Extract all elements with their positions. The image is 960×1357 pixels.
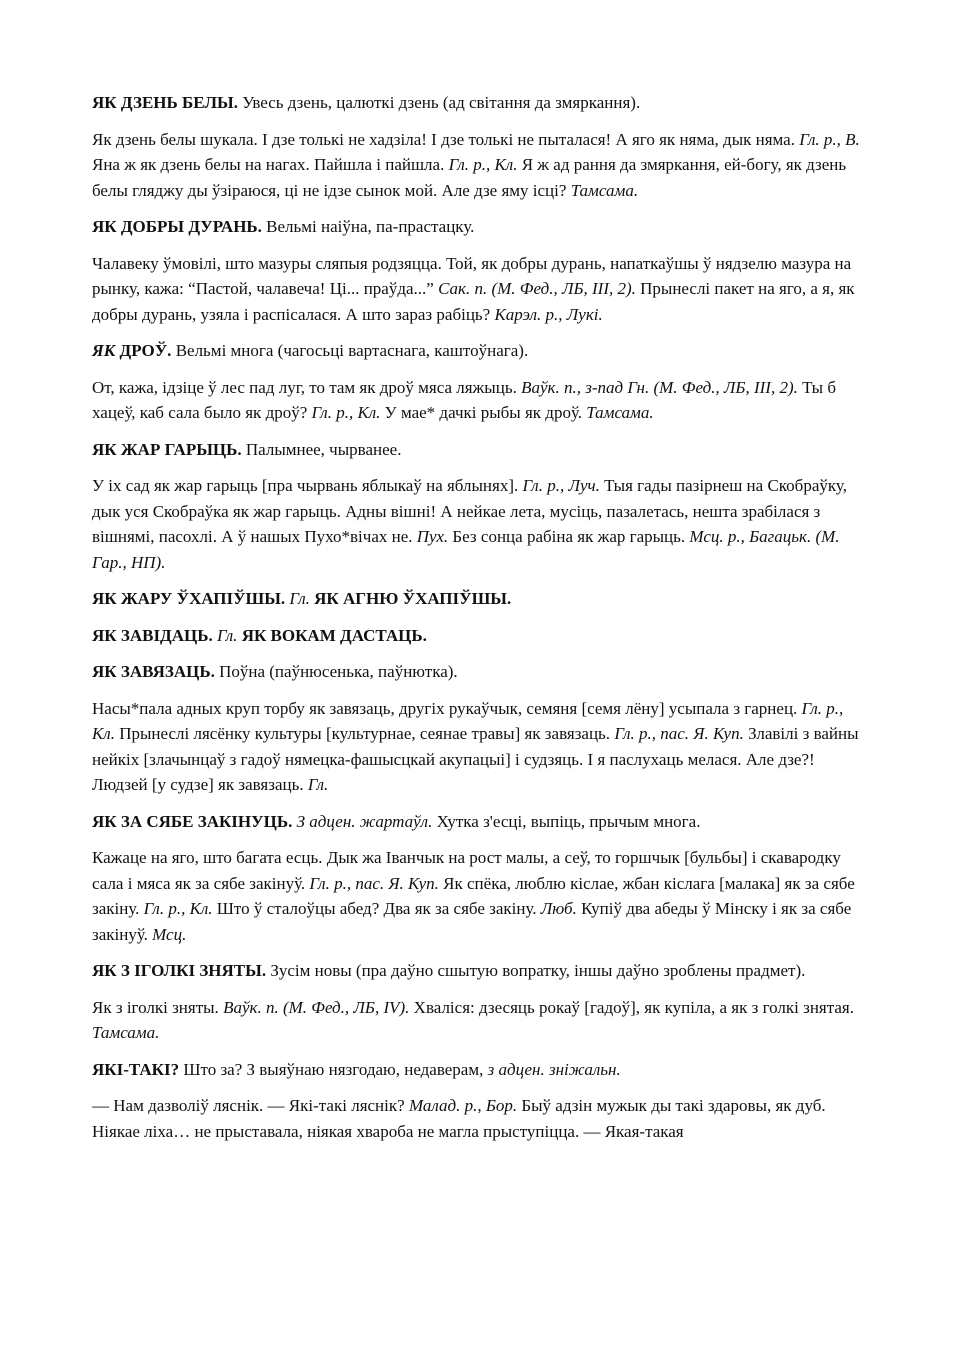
body-text: Без сонца рабіна як жар гарыць. <box>448 527 690 546</box>
source-reference-text: Мсц. р., Багацьк. (М. Гар., НП). <box>92 527 840 572</box>
body-text: Я ж ад рання да змяркання, ей-богу, як дзень белы гляджу ды ўзіраюся, ці не ідзе сынок мой. Але дзе яму ісці? <box>92 155 847 200</box>
body-text: Хутка з'есці, выпіць, прычым многа. <box>432 811 701 831</box>
entry-headword-paragraph <box>92 659 868 685</box>
headword-text: ЯК ЖАРУ ЎХАПІЎШЫ. <box>92 589 286 608</box>
source-reference-text: Гл. р., пас. Я. Куп. <box>309 873 439 893</box>
body-text: У іх сад як жар гарыць [пра чырвань яблыкаў на яблынях]. <box>92 476 523 495</box>
source-reference-text: Карэл. р., Лукі. <box>494 304 603 324</box>
entry-example-paragraph <box>92 127 868 204</box>
entry-example-paragraph <box>92 845 868 947</box>
source-reference-text: Ваўк. п. (М. Фед., ЛБ, IV). <box>223 997 410 1017</box>
entry-headword-paragraph <box>92 90 868 116</box>
headword-text: ЯКІ-ТАКІ? <box>92 1059 180 1079</box>
source-reference-text: Тамсама. <box>570 180 639 200</box>
headword-text: ЯК ЖАР ГАРЫЦЬ. <box>92 439 242 459</box>
source-reference-text: Пух. <box>416 527 449 546</box>
headword-text: ЯК ДОБРЫ ДУРАНЬ. <box>92 217 262 236</box>
headword-text: ЯК ВОКАМ ДАСТАЦЬ. <box>241 625 427 645</box>
entry-example-paragraph <box>92 1093 868 1144</box>
entry-headword-paragraph <box>92 338 868 364</box>
entry-example-paragraph <box>92 473 868 575</box>
body-text: Яна ж як дзень белы на нагах. Пайшла і пайшла. <box>92 155 449 174</box>
body-text: У мае* дачкі рыбы як дроў. <box>380 403 587 422</box>
entry-headword-paragraph <box>92 214 868 240</box>
document-page <box>92 90 868 1155</box>
headword-text: ЯК З ІГОЛКІ ЗНЯТЫ. <box>92 961 267 980</box>
headword-text: ЯК АГНЮ ЎХАПІЎШЫ. <box>314 589 512 608</box>
body-text: Купіў два абеды ў Мінску і як за сябе закінуў. <box>92 899 852 944</box>
entry-headword-paragraph <box>92 623 868 649</box>
source-reference-text: Гл. р., Кл. <box>143 899 213 918</box>
headword-text: ЯК ЗА СЯБЕ ЗАКІНУЦЬ. <box>92 811 293 831</box>
source-reference-text: Гл. <box>217 625 238 645</box>
body-text: От, кажа, ідзіце ў лес пад луг, то там як дроў мяса ляжыць. <box>92 377 522 397</box>
body-text: Прынеслі пакет на яго, а я, як добры дурань, узяла і распісалася. А што зараз рабіць? <box>92 279 855 324</box>
body-text: Палымнее, чырванее. <box>241 439 402 459</box>
entries-container <box>92 90 868 1144</box>
source-reference-text: Гл. р., пас. Я. Куп. <box>614 724 744 743</box>
entry-headword-paragraph <box>92 1057 868 1083</box>
source-reference-text: Сак. п. (М. Фед., ЛБ, III, 2). <box>438 279 636 298</box>
entry-headword-paragraph <box>92 437 868 463</box>
body-text: Увесь дзень, цалюткі дзень (ад світання да змяркання). <box>237 93 641 112</box>
body-text: — Нам дазволіў ляснік. — Які-такі ляснік? <box>92 1096 409 1115</box>
body-text: Вельмі наіўна, па-прастацку. <box>261 217 475 236</box>
headword-italic-text: ЯК <box>92 341 116 360</box>
source-reference-text: Гл. р., В. <box>799 129 860 149</box>
entry-example-paragraph <box>92 995 868 1046</box>
source-reference-text: Малад. р., Бор. <box>408 1096 518 1115</box>
body-text: Тыя гады пазірнеш на Скобраўку, дык уся Скобраўка як жар гарыць. Адны вішні! А нейкае лета, мусіць, пазалетась, нешта зрабілася з вішнямі, пасохлі. А ў нашых Пухо*вічах не. <box>92 476 847 546</box>
headword-text: ЯК ЗАВЯЗАЦЬ. <box>92 662 215 681</box>
headword-text: ЯК ЗАВІДАЦЬ. <box>92 625 213 645</box>
headword-text: ДРОЎ. <box>115 341 172 360</box>
source-reference-text: З адцен. жартаўл. <box>296 811 433 831</box>
body-text: Чалавеку ўмовілі, што мазуры сляпыя родзяцца. Той, як добры дурань, напаткаўшы ў нядзелю мазура на рынку, кажа: “Пастой, чалавеча! Ці... праўда...” <box>92 253 852 298</box>
source-reference-text: Люб. <box>540 899 577 918</box>
source-reference-text: Гл. р., Кл. <box>92 698 844 743</box>
entry-headword-paragraph <box>92 586 868 612</box>
body-text: Як з іголкі зняты. <box>92 997 224 1017</box>
source-reference-text: Гл. р., Луч. <box>522 476 600 495</box>
entry-headword-paragraph <box>92 958 868 984</box>
body-text: Вельмі многа (чагосьці вартаснага, каштоўнага). <box>171 341 529 360</box>
body-text: Быў адзін мужык ды такі здаровы, як дуб. Ніякае ліха… не прыставала, ніякая хвароба не магла прыступіцца. — Якая-такая <box>92 1096 826 1141</box>
headword-text <box>92 341 115 360</box>
body-text: Поўна (паўнюсенька, паўнютка). <box>214 662 458 681</box>
body-text: Насы*пала адных круп торбу як завязаць, другіх рукаўчык, семяня [семя лёну] усыпала з гарнец. <box>92 698 802 718</box>
body-text: Кажаце на яго, што багата есць. Дык жа Іванчык на рост малы, а сеў, то горшчык [бульбы] і скавародку сала і мяса як за сябе закінуў. <box>92 848 841 893</box>
entry-example-paragraph <box>92 696 868 798</box>
body-text: Як спёка, люблю кіслае, жбан кіслага [малака] як за сябе закіну. <box>92 873 855 918</box>
body-text: Што ў сталоўцы абед? Два як за сябе закіну. <box>212 899 541 918</box>
entry-example-paragraph <box>92 251 868 328</box>
source-reference-text: Гл. р., Кл. <box>311 403 381 422</box>
source-reference-text: з адцен. зніжальн. <box>487 1059 621 1079</box>
source-reference-text: Тамсама. <box>586 403 654 422</box>
source-reference-text: Гл. <box>289 589 310 608</box>
body-text: Што за? З выяўнаю нязгодаю, недаверам, <box>179 1059 488 1079</box>
source-reference-text: Гл. <box>307 775 329 794</box>
source-reference-text: Мсц. <box>152 924 187 944</box>
body-text: Прынеслі лясёнку культуры [культурнае, сеянае травы] як завязаць. <box>114 724 615 743</box>
entry-headword-paragraph <box>92 809 868 835</box>
source-reference-text: Ваўк. п., з-пад Гн. (М. Фед., ЛБ, III, 2). <box>521 377 798 397</box>
entry-example-paragraph <box>92 375 868 426</box>
body-text: Ты б хацеў, каб сала было як дроў? <box>92 377 836 422</box>
source-reference-text: Гл. р., Кл. <box>448 155 518 174</box>
headword-text: ЯК ДЗЕНЬ БЕЛЫ. <box>92 93 238 112</box>
body-text: Злавілі з вайны нейкіх [злачынцаў з гадоў нямецка-фашысцкай акупацыі] і судзяць. І я паслухаць мелася. Але дзе?! Людзей [у судзе] як завязаць. <box>92 724 859 794</box>
body-text: Хваліся: дзесяць рокаў [гадоў], як купіла, а як з голкі знятая. <box>409 997 854 1017</box>
body-text: Зусім новы (пра даўно сшытую вопратку, іншы даўно зроблены прадмет). <box>266 961 806 980</box>
body-text: Як дзень белы шукала. І дзе толькі не хадзіла! І дзе толькі не пыталася! А яго як няма, дык няма. <box>92 129 800 149</box>
source-reference-text: Тамсама. <box>92 1023 160 1042</box>
